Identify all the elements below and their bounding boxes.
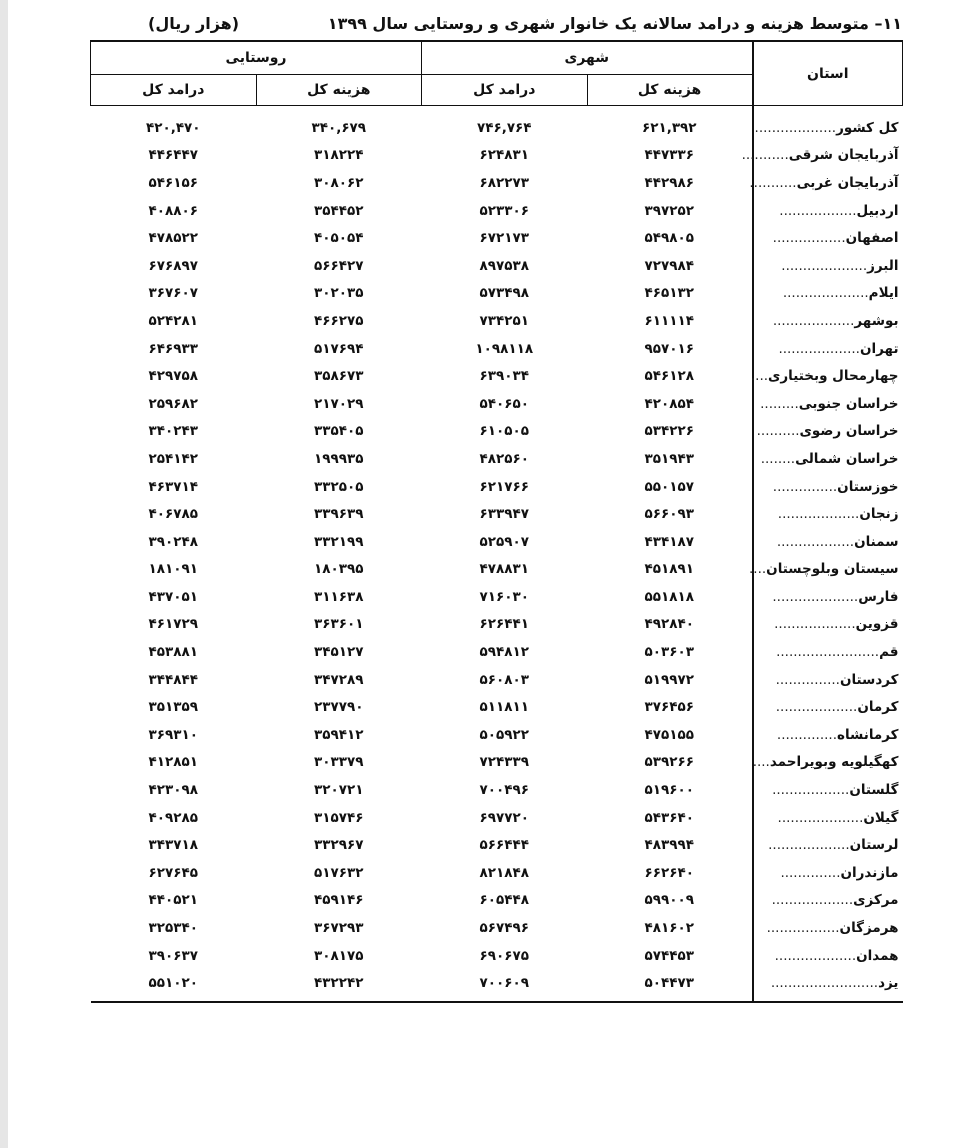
table-row: [91, 776, 903, 804]
province-name: خراسان رضوی: [799, 423, 899, 440]
dot-leader: ..........: [756, 423, 800, 440]
province-name: البرز: [867, 257, 899, 274]
rural-income-cell: ۳۹۰۲۴۸: [148, 533, 198, 550]
rural-income-cell: ۳۶۷۶۰۷: [148, 285, 198, 302]
urban-income-cell: ۵۶۰۸۰۳: [479, 671, 529, 688]
urban-cost-cell: ۵۵۱۸۱۸: [644, 588, 694, 605]
province-cell: [753, 804, 903, 832]
table-row: [91, 942, 903, 970]
urban-cost-header: هزینه کل: [587, 75, 753, 106]
urban-cost-cell: ۵۵۰۱۵۷: [644, 478, 694, 495]
rural-cost-cell: ۲۱۷۰۲۹: [314, 395, 364, 412]
province-cell: [753, 887, 903, 915]
urban-income-cell: ۵۷۳۴۹۸: [479, 285, 529, 302]
urban-cost-cell: ۵۷۴۴۵۳: [644, 947, 694, 964]
rural-header: روستایی: [91, 41, 422, 75]
rural-income-cell: ۳۴۰۲۴۳: [148, 423, 198, 440]
rural-income-cell: ۳۴۳۷۱۸: [148, 837, 198, 854]
dot-leader: ....................: [782, 285, 869, 302]
table-row: [91, 693, 903, 721]
province-name: خراسان شمالی: [795, 450, 899, 467]
province-cell: [753, 693, 903, 721]
province-cell: [749, 169, 903, 197]
province-cell: [753, 859, 903, 887]
dot-leader: .........: [760, 395, 799, 412]
table-row: [91, 307, 903, 335]
urban-cost-cell: ۵۰۳۶۰۳: [644, 644, 694, 661]
table-row: [91, 969, 903, 1002]
rural-cost-cell: ۳۶۳۶۰۱: [314, 616, 364, 633]
rural-income-cell: ۴۲۰,۴۷۰: [145, 119, 201, 136]
dot-leader: ...........: [749, 174, 797, 191]
province-cell: [753, 252, 903, 280]
province-cell: [753, 280, 903, 308]
province-name: ایلام: [868, 285, 899, 302]
table-row: [91, 142, 903, 170]
table-row: [91, 418, 903, 446]
dot-leader: ....: [752, 754, 770, 771]
urban-cost-cell: ۵۳۴۲۲۶: [644, 423, 694, 440]
dot-leader: ...................: [771, 892, 854, 909]
urban-income-cell: ۸۲۱۸۴۸: [479, 864, 529, 881]
rural-income-cell: ۵۲۴۲۸۱: [148, 312, 198, 329]
urban-income-cell: ۷۰۰۴۹۶: [479, 782, 529, 799]
province-name: خراسان جنوبی: [798, 395, 899, 412]
rural-cost-cell: ۱۹۹۹۳۵: [314, 450, 364, 467]
rural-income-cell: ۴۴۰۵۲۱: [148, 892, 198, 909]
urban-income-cell: ۵۶۷۴۹۶: [479, 920, 529, 937]
table-row: [91, 390, 903, 418]
province-name: تهران: [859, 340, 899, 357]
province-cell: [753, 106, 903, 142]
rural-income-cell: ۴۲۳۰۹۸: [148, 782, 198, 799]
province-name: لرستان: [849, 837, 899, 854]
rural-income-cell: ۴۱۲۸۵۱: [148, 754, 198, 771]
urban-cost-cell: ۹۵۷۰۱۶: [644, 340, 694, 357]
table-row: [91, 445, 903, 473]
urban-cost-cell: ۴۵۱۸۹۱: [644, 561, 694, 578]
province-name: مازندران: [840, 864, 899, 881]
page-edge-shadow: [0, 0, 8, 1148]
rural-cost-cell: ۴۳۲۲۴۲: [256, 969, 422, 1002]
dot-leader: ...................: [777, 506, 860, 523]
dot-leader: ..............: [776, 726, 837, 743]
province-cell: [753, 638, 903, 666]
province-name: اصفهان: [845, 230, 899, 247]
rural-income-cell: ۴۶۱۷۲۹: [148, 616, 198, 633]
dot-leader: ...............: [772, 478, 838, 495]
urban-income-cell: ۵۲۳۳۰۶: [479, 202, 529, 219]
rural-income-cell: ۶۲۷۶۴۵: [148, 864, 198, 881]
urban-cost-cell: ۵۴۳۶۴۰: [644, 809, 694, 826]
province-cell: [753, 307, 903, 335]
dot-leader: ...................: [775, 699, 858, 716]
rural-income-cell: ۴۷۸۵۲۲: [148, 230, 198, 247]
table-row: [91, 106, 903, 142]
urban-cost-cell: ۳۷۶۴۵۶: [644, 699, 694, 716]
province-cell: [749, 556, 903, 584]
province-cell: [753, 666, 903, 694]
province-cell: [753, 776, 903, 804]
rural-income-cell: ۳۹۰۶۳۷: [148, 947, 198, 964]
urban-cost-cell: ۵۶۶۰۹۳: [644, 506, 694, 523]
table-row: [91, 556, 903, 584]
stats-table: [90, 40, 903, 1003]
urban-income-cell: ۶۲۱۷۶۶: [479, 478, 529, 495]
urban-income-cell: ۸۹۷۵۳۸: [479, 257, 529, 274]
table-row: [91, 831, 903, 859]
table-row: [91, 500, 903, 528]
rural-income-cell: ۶۷۶۸۹۷: [148, 257, 198, 274]
province-cell: [753, 197, 903, 225]
urban-income-cell: ۶۹۷۷۲۰: [479, 809, 529, 826]
urban-cost-cell: ۴۹۲۸۴۰: [644, 616, 694, 633]
dot-leader: ....: [750, 368, 769, 385]
table-header: [91, 41, 903, 106]
rural-cost-header: هزینه کل: [256, 75, 422, 106]
dot-leader: ...................: [768, 837, 850, 854]
urban-header: شهری: [422, 41, 753, 75]
province-name: کل کشور: [836, 119, 899, 136]
urban-income-cell: ۵۰۵۹۲۲: [479, 726, 529, 743]
province-cell: [753, 418, 903, 446]
table-row: [91, 721, 903, 749]
rural-income-cell: ۴۳۷۰۵۱: [148, 588, 198, 605]
rural-income-cell: ۴۶۳۷۱۴: [148, 478, 198, 495]
dot-leader: ........: [760, 450, 796, 467]
urban-income-cell: ۴۷۸۸۳۱: [479, 561, 529, 578]
rural-cost-cell: ۳۳۲۱۹۹: [314, 533, 364, 550]
dot-leader: .........................: [770, 975, 879, 992]
rural-income-header: درامد کل: [91, 75, 257, 106]
rural-cost-cell: ۴۰۵۰۵۴: [314, 230, 364, 247]
rural-income-cell: ۳۴۴۸۴۴: [148, 671, 198, 688]
dot-leader: ....: [749, 561, 767, 578]
rural-cost-cell: ۴۶۶۲۷۵: [314, 312, 364, 329]
rural-cost-cell: ۵۶۶۴۲۷: [314, 257, 364, 274]
table-row: [91, 914, 903, 942]
province-name: قزوین: [855, 616, 899, 633]
dot-leader: ..............: [780, 864, 841, 881]
province-cell: [753, 500, 903, 528]
province-cell: [753, 473, 903, 501]
rural-cost-cell: ۳۳۹۶۳۹: [314, 506, 364, 523]
rural-cost-cell: ۳۴۵۱۲۷: [314, 644, 364, 661]
table-title: ۱۱– متوسط هزینه و درامد سالانه یک خانوار شهری و روستایی سال ۱۳۹۹: [327, 14, 902, 33]
rural-income-cell: ۳۵۱۳۵۹: [148, 699, 198, 716]
dot-leader: ....................: [772, 588, 859, 605]
urban-cost-cell: ۴۸۳۹۹۴: [644, 837, 694, 854]
urban-income-cell: ۷۰۰۶۰۹: [422, 969, 588, 1002]
urban-income-cell: ۶۸۲۲۷۳: [479, 174, 529, 191]
province-name: آذربایجان غربی: [796, 174, 899, 191]
dot-leader: ...................: [778, 340, 860, 357]
province-header: استان: [753, 41, 903, 106]
dot-leader: ...............: [775, 671, 840, 688]
urban-cost-cell: ۵۴۶۱۲۸: [644, 368, 694, 385]
urban-income-cell: ۶۳۳۹۴۷: [479, 506, 529, 523]
table-row: [91, 887, 903, 915]
urban-income-cell: ۶۱۰۵۰۵: [479, 423, 529, 440]
dot-leader: ...................: [772, 312, 855, 329]
province-name: زنجان: [859, 506, 899, 523]
table-row: [91, 859, 903, 887]
urban-cost-cell: ۴۳۴۱۸۷: [644, 533, 694, 550]
rural-cost-cell: ۳۴۰,۶۷۹: [311, 119, 367, 136]
table-row: [91, 666, 903, 694]
province-cell: [750, 362, 903, 390]
table-row: [91, 583, 903, 611]
urban-cost-cell: ۳۵۱۹۴۳: [644, 450, 694, 467]
rural-cost-cell: ۳۵۹۴۱۲: [314, 726, 364, 743]
province-cell: [753, 583, 903, 611]
urban-cost-cell: ۴۴۷۳۳۶: [644, 147, 694, 164]
province-cell: [753, 721, 903, 749]
province-name: آذربایجان شرقی: [788, 147, 899, 164]
province-name: هرمزگان: [839, 920, 899, 937]
rural-cost-cell: ۵۱۷۶۳۲: [314, 864, 364, 881]
province-name: کردستان: [839, 671, 899, 688]
table-row: [91, 362, 903, 390]
rural-income-cell: ۶۴۶۹۳۳: [148, 340, 198, 357]
table-row: [91, 611, 903, 639]
urban-income-cell: ۱۰۹۸۱۱۸: [475, 340, 534, 357]
rural-cost-cell: ۲۳۷۷۹۰: [314, 699, 364, 716]
rural-cost-cell: ۳۵۴۴۵۲: [314, 202, 364, 219]
dot-leader: ...........: [741, 147, 789, 164]
urban-cost-cell: ۵۹۹۰۰۹: [644, 892, 694, 909]
dot-leader: ...................: [774, 616, 856, 633]
province-cell: [753, 611, 903, 639]
urban-income-cell: ۶۳۹۰۳۴: [479, 368, 529, 385]
table-row: [91, 197, 903, 225]
province-name: سیستان وبلوچستان: [766, 561, 899, 578]
dot-leader: ....................: [781, 257, 868, 274]
urban-income-cell: ۵۲۵۹۰۷: [479, 533, 529, 550]
urban-income-cell: ۵۴۰۶۵۰: [479, 395, 529, 412]
rural-cost-cell: ۴۵۹۱۴۶: [314, 892, 364, 909]
table-row: [91, 804, 903, 832]
province-cell: [753, 942, 903, 970]
rural-cost-cell: ۵۱۷۶۹۴: [314, 340, 364, 357]
province-name: کرمان: [857, 699, 899, 716]
dot-leader: ..................: [779, 202, 857, 219]
province-name: یزد: [878, 975, 899, 992]
rural-cost-cell: ۳۰۸۰۶۲: [314, 174, 364, 191]
province-cell: [753, 831, 903, 859]
urban-cost-cell: ۳۹۷۲۵۲: [644, 202, 694, 219]
document-page: [90, 10, 902, 1003]
rural-income-cell: ۵۵۱۰۲۰: [91, 969, 257, 1002]
rural-cost-cell: ۳۱۱۶۳۸: [314, 588, 364, 605]
table-row: [91, 638, 903, 666]
urban-cost-cell: ۴۲۰۸۵۴: [644, 395, 694, 412]
province-name: فارس: [858, 588, 899, 605]
table-row: [91, 749, 903, 777]
urban-cost-cell: ۶۱۱۱۱۴: [644, 312, 694, 329]
rural-income-cell: ۵۴۶۱۵۶: [148, 174, 198, 191]
province-name: قم: [879, 644, 899, 661]
urban-income-cell: ۷۱۶۰۳۰: [479, 588, 529, 605]
rural-income-cell: ۴۰۶۷۸۵: [148, 506, 198, 523]
rural-income-cell: ۴۲۹۷۵۸: [148, 368, 198, 385]
rural-cost-cell: ۳۱۸۲۲۴: [314, 147, 364, 164]
rural-cost-cell: ۳۰۸۱۷۵: [314, 947, 364, 964]
rural-income-cell: ۴۴۶۴۴۷: [148, 147, 198, 164]
province-name: گیلان: [863, 809, 899, 826]
rural-income-cell: ۳۶۹۳۱۰: [148, 726, 198, 743]
rural-income-cell: ۴۰۸۸۰۶: [148, 202, 198, 219]
rural-cost-cell: ۳۳۵۴۰۵: [314, 423, 364, 440]
urban-income-cell: ۶۹۰۶۷۵: [479, 947, 529, 964]
province-cell: [753, 224, 903, 252]
urban-cost-cell: ۵۱۹۹۷۲: [644, 671, 694, 688]
urban-income-cell: ۷۴۶,۷۶۴: [476, 119, 532, 136]
rural-income-cell: ۱۸۱۰۹۱: [148, 561, 198, 578]
urban-cost-cell: ۵۰۴۴۷۳: [587, 969, 753, 1002]
rural-cost-cell: ۳۱۵۷۴۶: [314, 809, 364, 826]
dot-leader: .................: [766, 920, 840, 937]
urban-income-cell: ۵۶۶۴۴۴: [479, 837, 529, 854]
urban-income-cell: ۶۲۶۴۴۱: [479, 616, 529, 633]
urban-cost-cell: ۶۶۲۶۴۰: [644, 864, 694, 881]
dot-leader: ..................: [772, 782, 850, 799]
table-row: [91, 224, 903, 252]
table-row: [91, 528, 903, 556]
urban-income-cell: ۷۳۴۲۵۱: [479, 312, 529, 329]
province-name: اردبیل: [856, 202, 899, 219]
urban-income-cell: ۴۸۲۵۶۰: [479, 450, 529, 467]
rural-cost-cell: ۱۸۰۳۹۵: [314, 561, 364, 578]
table-row: [91, 252, 903, 280]
rural-income-cell: ۳۲۵۳۴۰: [148, 920, 198, 937]
urban-cost-cell: ۶۲۱,۳۹۲: [641, 119, 697, 136]
province-cell: [753, 914, 903, 942]
urban-income-cell: ۵۹۴۸۱۲: [479, 644, 529, 661]
rural-cost-cell: ۳۲۰۷۲۱: [314, 782, 364, 799]
rural-cost-cell: ۳۶۷۲۹۳: [314, 920, 364, 937]
urban-cost-cell: ۴۸۱۶۰۲: [644, 920, 694, 937]
rural-cost-cell: ۳۰۳۳۷۹: [314, 754, 364, 771]
province-name: کرمانشاه: [836, 726, 899, 743]
table-row: [91, 473, 903, 501]
urban-income-cell: ۶۲۴۸۳۱: [479, 147, 529, 164]
dot-leader: ..................: [776, 533, 855, 550]
urban-cost-cell: ۴۷۵۱۵۵: [644, 726, 694, 743]
province-cell: [753, 335, 903, 363]
urban-cost-cell: ۷۲۷۹۸۴: [644, 257, 694, 274]
province-cell: [753, 528, 903, 556]
table-row: [91, 280, 903, 308]
title-row: [90, 10, 902, 40]
urban-income-cell: ۵۱۱۸۱۱: [479, 699, 529, 716]
table-row: [91, 335, 903, 363]
rural-cost-cell: ۳۴۷۲۸۹: [314, 671, 364, 688]
province-name: مرکزی: [853, 892, 899, 909]
rural-income-cell: ۲۵۹۶۸۲: [148, 395, 198, 412]
province-name: چهارمحال وبختیاری: [768, 368, 899, 385]
province-cell: [753, 445, 903, 473]
province-name: گلستان: [849, 782, 899, 799]
rural-income-cell: ۴۰۹۲۸۵: [148, 809, 198, 826]
urban-cost-cell: ۴۴۲۹۸۶: [644, 174, 694, 191]
urban-cost-cell: ۵۳۹۲۶۶: [644, 754, 694, 771]
province-name: کهگیلویه وبویراحمد: [769, 754, 899, 771]
table-body: [91, 106, 903, 1003]
dot-leader: ...................: [774, 947, 857, 964]
province-cell: [753, 749, 903, 777]
province-name: خوزستان: [837, 478, 899, 495]
rural-income-cell: ۲۵۴۱۴۲: [148, 450, 198, 467]
province-name: همدان: [856, 947, 899, 964]
urban-cost-cell: ۴۶۵۱۳۲: [644, 285, 694, 302]
rural-cost-cell: ۳۰۲۰۳۵: [314, 285, 364, 302]
dot-leader: .................: [772, 230, 846, 247]
urban-income-header: درامد کل: [422, 75, 588, 106]
urban-income-cell: ۶۷۲۱۷۳: [479, 230, 529, 247]
dot-leader: ........................: [776, 644, 880, 661]
rural-cost-cell: ۳۵۸۶۷۳: [314, 368, 364, 385]
urban-income-cell: ۷۲۴۳۳۹: [479, 754, 529, 771]
province-cell: [741, 142, 903, 170]
province-name: بوشهر: [854, 312, 899, 329]
rural-cost-cell: ۳۳۲۹۶۷: [314, 837, 364, 854]
urban-income-cell: ۶۰۵۴۴۸: [479, 892, 529, 909]
urban-cost-cell: ۵۴۹۸۰۵: [644, 230, 694, 247]
province-name: سمنان: [854, 533, 899, 550]
table-row: [91, 169, 903, 197]
dot-leader: ...................: [754, 119, 837, 136]
dot-leader: ....................: [777, 809, 864, 826]
province-cell: [753, 390, 903, 418]
unit-label: (هزار ریال): [148, 14, 240, 33]
province-cell: [753, 969, 903, 1002]
urban-cost-cell: ۵۱۹۶۰۰: [644, 782, 694, 799]
rural-cost-cell: ۳۳۲۵۰۵: [314, 478, 364, 495]
rural-income-cell: ۴۵۳۸۸۱: [148, 644, 198, 661]
